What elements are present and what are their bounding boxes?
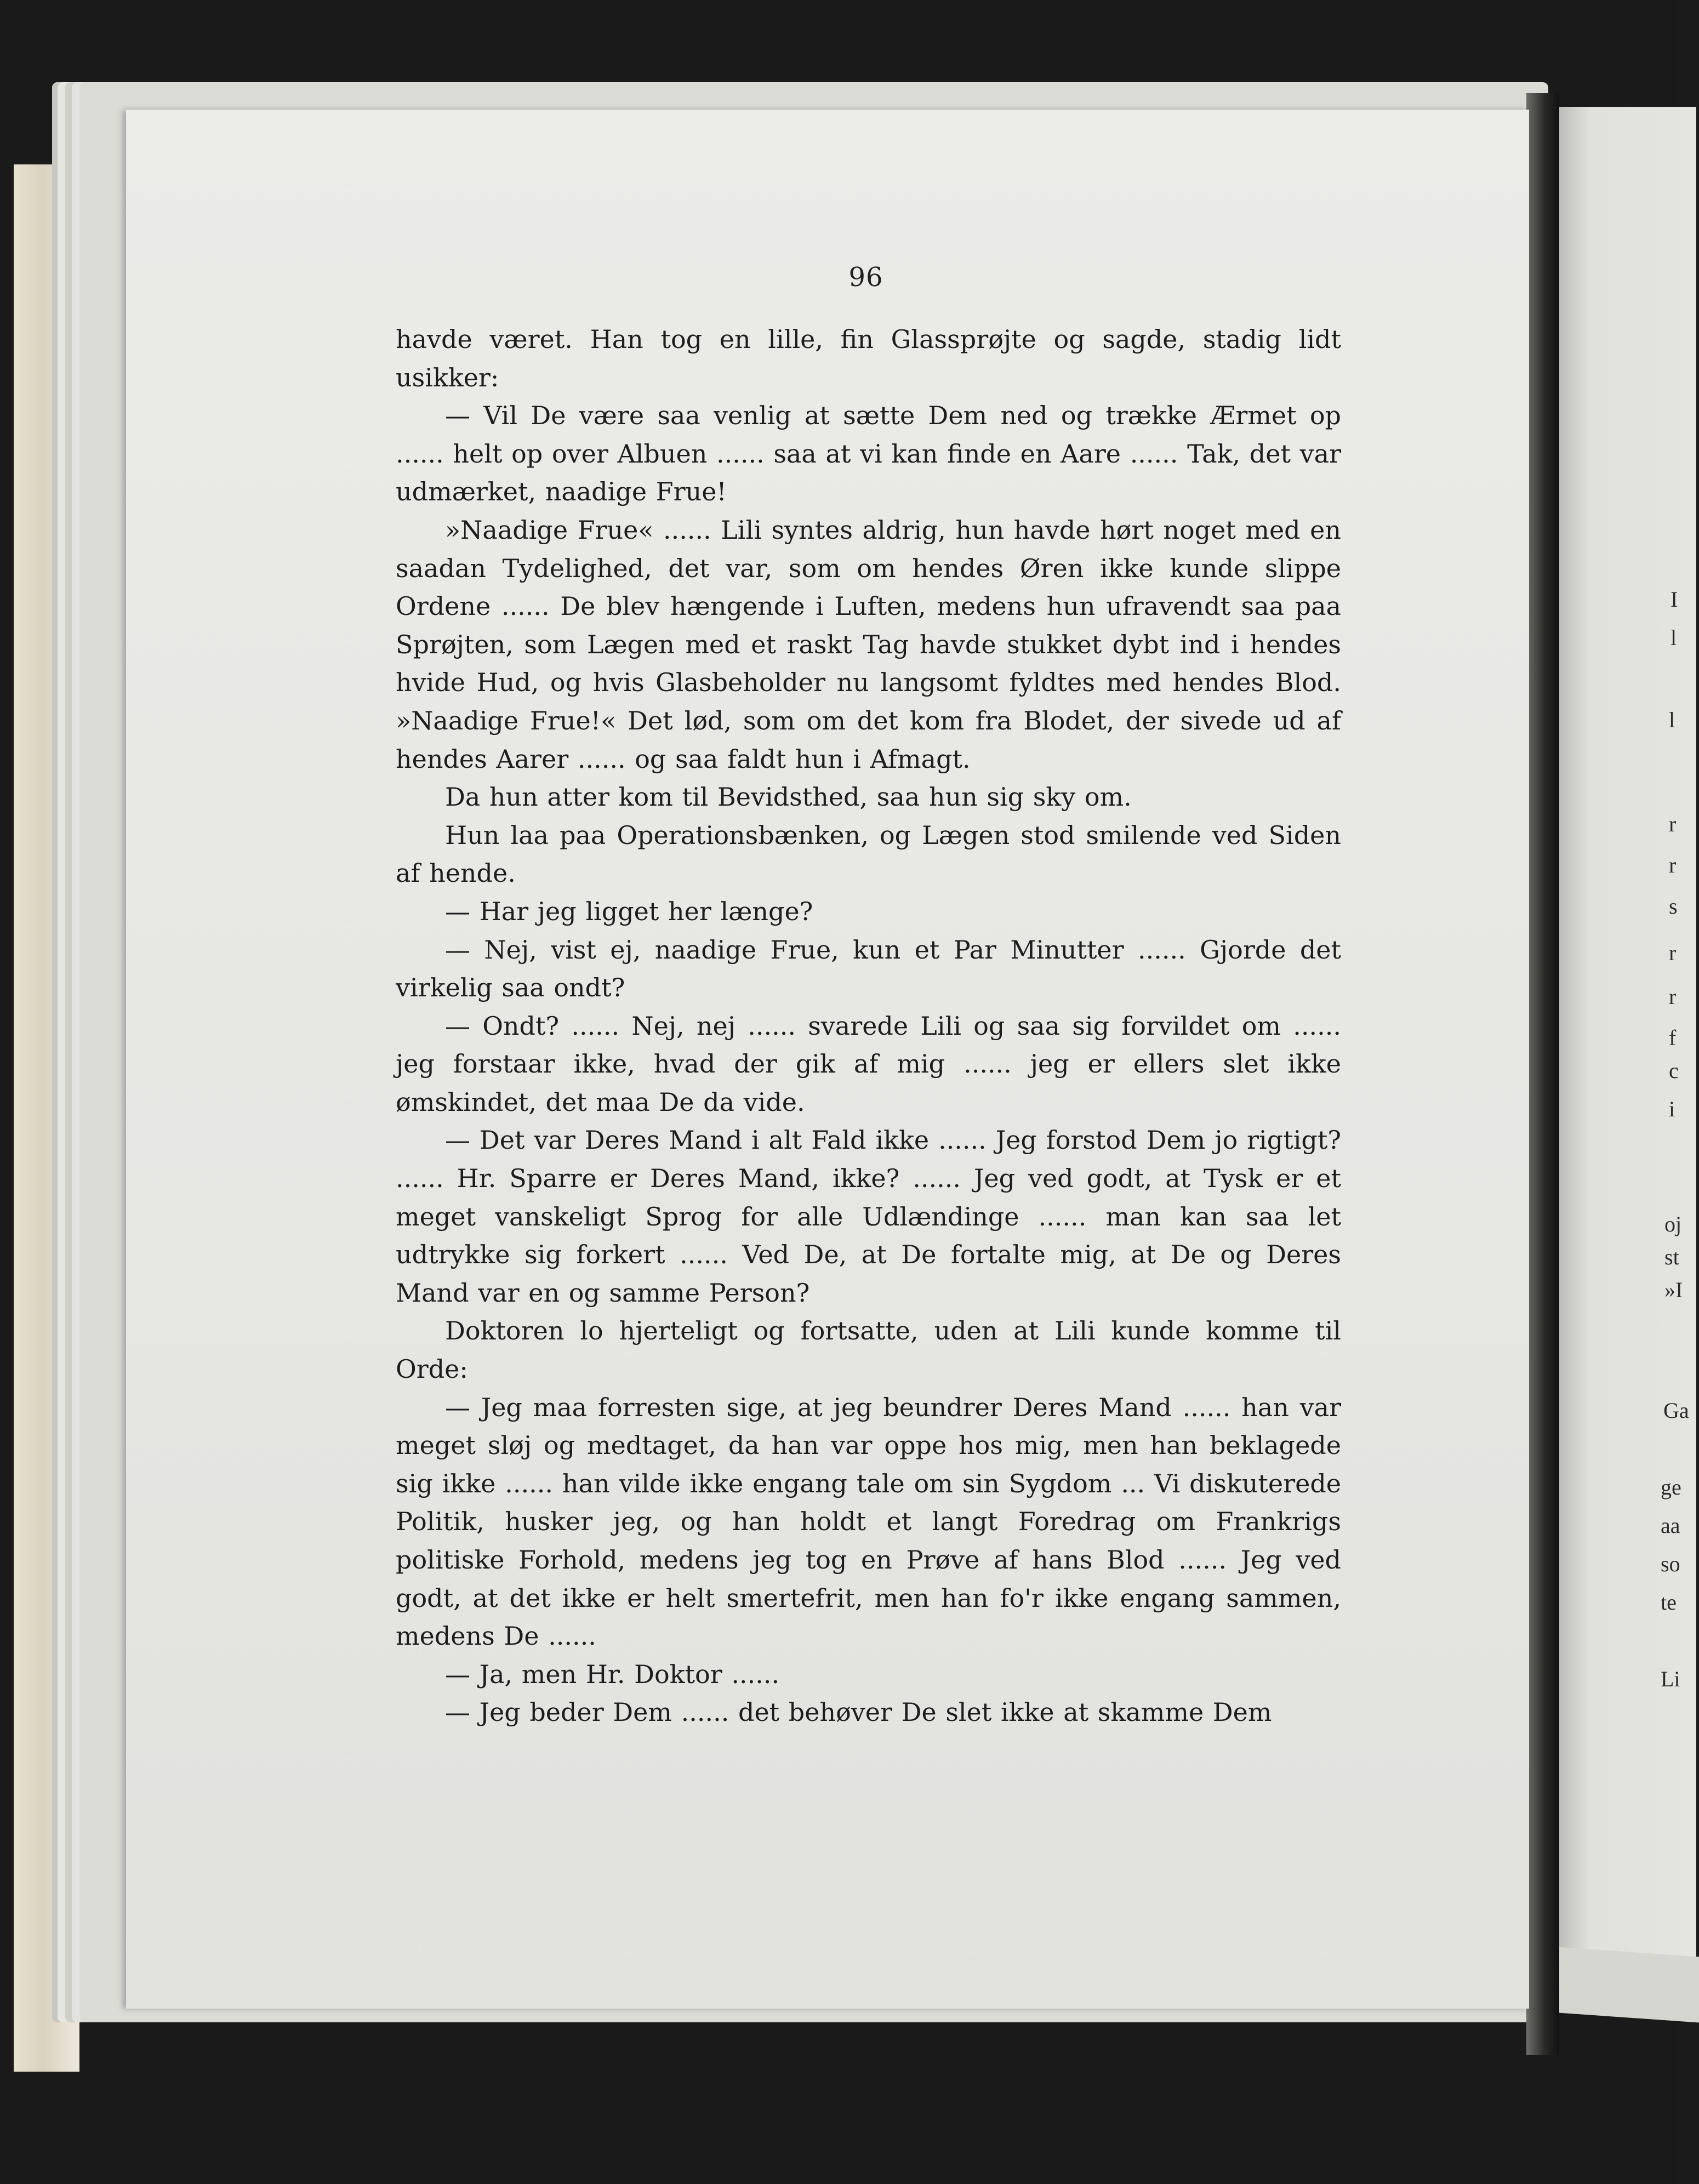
- adjacent-page-fragment: r: [1669, 853, 1677, 877]
- paragraph: — Jeg beder Dem ...... det behøver De slet ikke at skamme Dem: [445, 1697, 1272, 1727]
- adjacent-page-fragment: »I: [1664, 1278, 1683, 1302]
- adjacent-page-fragment: te: [1661, 1590, 1677, 1615]
- paragraph: — Jeg maa forresten sige, at jeg beundrer Deres Mand ...... han var meget sløj og medtaget, da han var oppe hos mig, men han beklagede sig ikke ...... han vilde ikke engang tale om sin Sygdom ... Vi diskuterede Politik, husker jeg, og han holdt et langt Foredrag om Frankrigs politiske Forhold, medens jeg tog en Prøve af hans Blod ...... Jeg ved godt, at det ikke er helt smertefrit, men han fo'r ikke engang sammen, medens De ......: [396, 1392, 1341, 1651]
- adjacent-page-fragment: c: [1669, 1058, 1679, 1083]
- page-number: 96: [848, 262, 883, 293]
- adjacent-page-fragment: r: [1669, 940, 1677, 965]
- adjacent-page-fragment: s: [1669, 894, 1678, 919]
- adjacent-page-fragment: I: [1671, 587, 1678, 612]
- body-text: [396, 321, 1341, 1732]
- paragraph: — Ondt? ...... Nej, nej ...... svarede Lili og saa sig forvildet om ...... jeg forstaar ikke, hvad der gik af mig ...... jeg er ellers slet ikke ømskindet, det maa De da vide.: [396, 1011, 1341, 1117]
- adjacent-page-edge: [1535, 1946, 1699, 2023]
- adjacent-page-fragment: so: [1661, 1552, 1680, 1576]
- adjacent-page-fragment: st: [1664, 1245, 1679, 1269]
- paragraph: — Har jeg ligget her længe?: [445, 896, 813, 926]
- paragraph: Doktoren lo hjerteligt og fortsatte, uden at Lili kunde komme til Orde:: [396, 1316, 1341, 1384]
- adjacent-page-fragment: r: [1669, 984, 1677, 1009]
- paragraph: — Ja, men Hr. Doktor ......: [445, 1659, 780, 1689]
- paragraph: — Nej, vist ej, naadige Frue, kun et Par Minutter ...... Gjorde det virkelig saa ondt?: [396, 934, 1341, 1003]
- paragraph: »Naadige Frue« ...... Lili syntes aldrig, hun havde hørt noget med en saadan Tydelighed, det var, som om hendes Øren ikke kunde slippe Ordene ...... De blev hængende i Luften, medens hun ufravendt saa paa Sprøjten, som Lægen med et raskt Tag havde stukket dybt ind i hendes hvide Hud, og hvis Glasbeholder nu langsomt fyldtes med hendes Blod. »Naadige Frue!« Det lød, som om det kom fra Blodet, der sivede ud af hendes Aarer ...... og saa faldt hun i Afmagt.: [396, 515, 1341, 774]
- book-gutter: [1526, 93, 1559, 2055]
- adjacent-page-fragment: Ga: [1663, 1398, 1689, 1423]
- adjacent-page-fragment: oj: [1664, 1212, 1682, 1236]
- adjacent-page-fragment: Li: [1661, 1667, 1680, 1691]
- adjacent-page-fragment: ge: [1661, 1475, 1681, 1499]
- paragraph: Hun laa paa Operationsbænken, og Lægen stod smilende ved Siden af hende.: [396, 820, 1341, 888]
- adjacent-page-fragment: r: [1669, 812, 1677, 836]
- paragraph: Da hun atter kom til Bevidsthed, saa hun sig sky om.: [445, 782, 1132, 812]
- adjacent-page-fragment: aa: [1661, 1513, 1680, 1538]
- adjacent-page-fragment: i: [1669, 1097, 1675, 1121]
- paragraph: — Vil De være saa venlig at sætte Dem ned og trække Ærmet op ...... helt op over Albuen ...... saa at vi kan finde en Aare ...... Tak, det var udmærket, naadige Frue!: [396, 401, 1341, 507]
- paragraph: havde været. Han tog en lille, fin Glassprøjte og sagde, stadig lidt usikker:: [396, 324, 1341, 392]
- paragraph: — Det var Deres Mand i alt Fald ikke ...... Jeg forstod Dem jo rigtigt? ...... Hr. Sparre er Deres Mand, ikke? ...... Jeg ved godt, at Tysk er et meget vanskeligt Sprog for alle Udlændinge ...... man kan saa let udtrykke sig forkert ...... Ved De, at De fortalte mig, at De og Deres Mand var en og samme Person?: [396, 1125, 1341, 1308]
- adjacent-page-fragment: l: [1669, 708, 1675, 732]
- adjacent-page-fragment: l: [1671, 625, 1677, 650]
- adjacent-page-fragment: f: [1669, 1025, 1677, 1050]
